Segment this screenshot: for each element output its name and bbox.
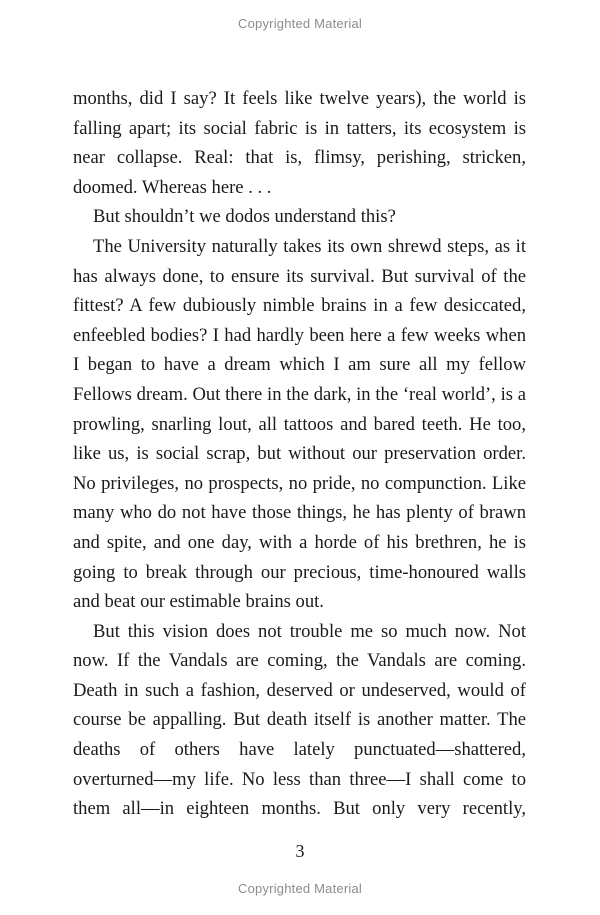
copyright-watermark-top: Copyrighted Material (238, 16, 362, 31)
paragraph-3: The University naturally takes its own shrewd steps, as it has always done, to ensure its survival. But survival of the fittest? A few dubiously nimble brains in a few desiccated, enfeebled bodies? I had hardly been here a few weeks when I began to have a dream which I am sure all my fellow Fellows dream. Out there in the dark, in the ‘real world’, is a prowling, snarling lout, all tattoos and bared teeth. He too, like us, is social scrap, but without our preservation order. No privileges, no prospects, no pride, no compunction. Like many who do not have those things, he has plenty of brawn and spite, and one day, with a horde of his brethren, he is going to break through our precious, time-honoured walls and beat our estimable brains out. (73, 235, 526, 613)
body-text (73, 84, 526, 824)
copyright-watermark-bottom: Copyrighted Material (238, 881, 362, 896)
page-number: 3 (295, 841, 305, 861)
paragraph-1: months, did I say? It feels like twelve years), the world is falling apart; its social fabric is in tatters, its ecosystem is near collapse. Real: that is, flimsy, perishing, stricken, doomed. Whereas here . . . (73, 88, 526, 198)
paragraph-2: But shouldn’t we dodos understand this? (93, 206, 396, 228)
paragraph-4: But this vision does not trouble me so much now. Not now. If the Vandals are coming, the Vandals are coming. Death in such a fashion, deserved or undeserved, would of course be appalling. But death itself is another matter. The deaths of others have lately punctuated—shattered, overturned—my life. No less than three—I shall come to them all—in eighteen months. But only very recently, (73, 620, 526, 820)
